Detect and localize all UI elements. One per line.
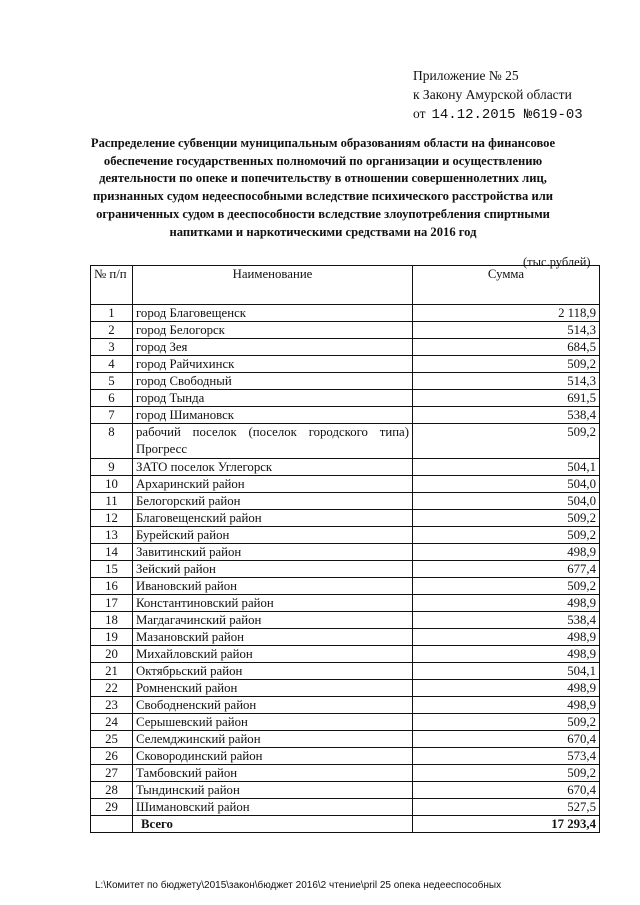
header-name: Наименование [133,266,413,305]
row-number: 1 [91,305,133,322]
row-number: 24 [91,714,133,731]
row-number: 26 [91,748,133,765]
row-sum: 670,4 [413,731,600,748]
total-sum: 17 293,4 [413,816,600,833]
row-sum: 498,9 [413,646,600,663]
row-name: Архаринский район [133,476,413,493]
row-sum: 514,3 [413,322,600,339]
row-number: 12 [91,510,133,527]
table-row [91,407,600,424]
row-number: 8 [91,424,133,459]
row-name: город Свободный [133,373,413,390]
row-name: Тамбовский район [133,765,413,782]
table-row [91,356,600,373]
table-body [91,305,600,833]
row-name: город Тында [133,390,413,407]
table-row [91,544,600,561]
row-number: 9 [91,459,133,476]
row-number: 17 [91,595,133,612]
row-sum: 509,2 [413,527,600,544]
table-row [91,697,600,714]
row-name: город Благовещенск [133,305,413,322]
table-row [91,390,600,407]
row-number: 21 [91,663,133,680]
row-name: ЗАТО поселок Углегорск [133,459,413,476]
table-row [91,527,600,544]
row-number: 11 [91,493,133,510]
row-name: Шимановский район [133,799,413,816]
row-sum: 684,5 [413,339,600,356]
row-name: Михайловский район [133,646,413,663]
appendix-line2: к Закону Амурской области [413,87,572,102]
row-number: 7 [91,407,133,424]
table-row [91,646,600,663]
table-row [91,305,600,322]
table-row [91,510,600,527]
row-number: 14 [91,544,133,561]
table-row [91,680,600,697]
row-sum: 504,1 [413,459,600,476]
document-title: Распределение субвенции муниципальным образованиям области на финансовое обеспечение государственных полномочий по организации и осуществлению деятельности по опеке и попечительству в отношении совершеннолетних лиц, признанных судом недееспособными вследствие психического расстройства или ограниченных судом в дееспособности вследствие злоупотребления спиртными напитками и наркотическими средствами на 2016 год [90,136,556,239]
row-number: 27 [91,765,133,782]
row-name: Белогорский район [133,493,413,510]
appendix-date-number: 14.12.2015 №619-03 [431,107,583,123]
appendix-line1: Приложение № 25 [413,68,519,83]
table-row [91,748,600,765]
table-row [91,731,600,748]
appendix-line3 [413,104,583,125]
row-name: Мазановский район [133,629,413,646]
table-row [91,339,600,356]
row-number: 15 [91,561,133,578]
table-row [91,612,600,629]
row-number: 4 [91,356,133,373]
row-name: Тындинский район [133,782,413,799]
row-name: город Белогорск [133,322,413,339]
row-sum: 2 118,9 [413,305,600,322]
table-row [91,799,600,816]
row-number: 20 [91,646,133,663]
row-number: 13 [91,527,133,544]
header-number: № п/п [91,266,133,305]
table-row [91,493,600,510]
row-sum: 677,4 [413,561,600,578]
file-path-footer: L:\Комитет по бюджету\2015\закон\бюджет 2016\2 чтение\pril 25 опека недееспособных [95,880,502,891]
table-row [91,424,600,459]
row-name: город Зея [133,339,413,356]
row-sum: 527,5 [413,799,600,816]
table-row [91,459,600,476]
row-name: Свободненский район [133,697,413,714]
row-name: город Шимановск [133,407,413,424]
row-sum: 573,4 [413,748,600,765]
row-sum: 509,2 [413,765,600,782]
table-row [91,373,600,390]
table-row [91,714,600,731]
row-sum: 538,4 [413,612,600,629]
row-name: рабочий поселок (поселок городского типа) Прогресс [133,424,413,459]
row-number: 3 [91,339,133,356]
table-row [91,322,600,339]
table-row [91,595,600,612]
appendix-date-prefix: от [413,106,426,121]
row-number: 22 [91,680,133,697]
row-name: Октябрьский район [133,663,413,680]
row-name: Ивановский район [133,578,413,595]
row-name: Магдагачинский район [133,612,413,629]
row-name: город Райчихинск [133,356,413,373]
row-name: Константиновский район [133,595,413,612]
row-sum: 509,2 [413,424,600,459]
row-name: Бурейский район [133,527,413,544]
row-sum: 504,0 [413,476,600,493]
table-row [91,782,600,799]
header-sum: Сумма [413,266,600,305]
row-name: Ромненский район [133,680,413,697]
row-name: Серышевский район [133,714,413,731]
total-number-empty [91,816,133,833]
table-row [91,476,600,493]
row-sum: 538,4 [413,407,600,424]
row-number: 6 [91,390,133,407]
row-sum: 509,2 [413,356,600,373]
row-number: 16 [91,578,133,595]
row-name: Благовещенский район [133,510,413,527]
row-sum: 691,5 [413,390,600,407]
row-name: Зейский район [133,561,413,578]
row-number: 5 [91,373,133,390]
row-sum: 498,9 [413,544,600,561]
row-number: 2 [91,322,133,339]
row-name: Завитинский район [133,544,413,561]
table-row [91,578,600,595]
appendix-block [413,66,583,125]
row-sum: 514,3 [413,373,600,390]
distribution-table [90,265,600,833]
row-number: 25 [91,731,133,748]
row-number: 29 [91,799,133,816]
table-row [91,629,600,646]
row-name: Сковородинский район [133,748,413,765]
row-name: Селемджинский район [133,731,413,748]
row-sum: 509,2 [413,578,600,595]
row-number: 23 [91,697,133,714]
row-sum: 498,9 [413,629,600,646]
table-header-row [91,266,600,305]
row-sum: 504,0 [413,493,600,510]
row-sum: 670,4 [413,782,600,799]
table-row [91,561,600,578]
row-sum: 509,2 [413,714,600,731]
row-sum: 498,9 [413,595,600,612]
row-number: 18 [91,612,133,629]
table-row [91,663,600,680]
row-number: 19 [91,629,133,646]
table-row [91,765,600,782]
row-sum: 509,2 [413,510,600,527]
row-number: 10 [91,476,133,493]
row-sum: 504,1 [413,663,600,680]
row-sum: 498,9 [413,697,600,714]
row-number: 28 [91,782,133,799]
row-sum: 498,9 [413,680,600,697]
total-row [91,816,600,833]
total-label: Всего [133,816,413,833]
units-label: (тыс.рублей) [523,255,591,269]
